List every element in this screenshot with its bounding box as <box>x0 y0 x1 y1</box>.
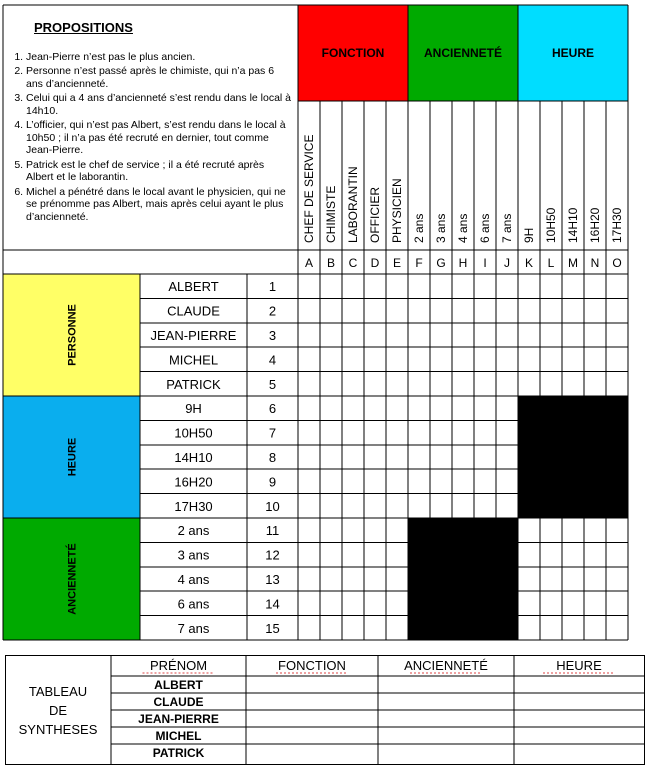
summary-name: CLAUDE <box>153 695 204 709</box>
row-number: 7 <box>268 425 277 441</box>
column-letter-n: N <box>590 256 600 270</box>
column-letter-j: J <box>504 256 510 270</box>
row-label: 16H20 <box>174 474 213 490</box>
proposition-6: 6. Michel a pénétré dans le local avant le physicien, qui ne se prénomme pas Albert, mais après celui ayant le plus d’ancienneté. <box>26 186 292 224</box>
row-number: 13 <box>265 572 280 587</box>
header-fonction: FONCTION <box>321 46 385 60</box>
column-letter-l: L <box>547 256 555 270</box>
row-label: PATRICK <box>166 376 221 392</box>
row-number: 5 <box>268 376 277 392</box>
propositions-title: PROPOSITIONS <box>34 20 133 35</box>
proposition-5: 5. Patrick est le chef de service ; il a été recruté après Albert et le laborantin. <box>26 159 292 184</box>
summary-header-1: FONCTION <box>278 658 346 673</box>
row-label: CLAUDE <box>167 303 220 319</box>
row-label: 7 ans <box>177 620 210 636</box>
row-number: 6 <box>268 401 277 417</box>
row-number: 9 <box>268 474 277 490</box>
column-letter-h: H <box>458 256 468 270</box>
row-label: 14H10 <box>174 450 213 465</box>
column-label-a: CHEF DE SERVICE <box>302 134 316 243</box>
row-label: ALBERT <box>168 279 219 295</box>
group-heure-label: HEURE <box>66 437 79 477</box>
row-label: 9H <box>185 401 202 417</box>
row-number: 1 <box>268 279 277 295</box>
column-letter-f: F <box>415 256 423 270</box>
proposition-2: 2. Personne n’est passé après le chimiste, qui n’a pas 6 ans d’ancienneté. <box>26 65 292 90</box>
column-label-d: OFFICIER <box>368 187 382 243</box>
row-label: 17H30 <box>174 498 213 514</box>
propositions-list <box>6 51 292 224</box>
row-number: 2 <box>268 303 277 319</box>
row-number: 3 <box>268 328 277 343</box>
column-label-b: CHIMISTE <box>324 185 338 243</box>
summary-title-line: SYNTHESES <box>18 722 98 737</box>
row-number: 8 <box>268 450 277 465</box>
column-label-k: 9H <box>522 227 536 243</box>
column-letter-m: M <box>568 256 578 270</box>
summary-header-2: ANCIENNETÉ <box>404 658 488 673</box>
header-heure: HEURE <box>551 46 595 60</box>
group-anciennete-label: ANCIENNETÉ <box>66 543 79 615</box>
column-label-h: 4 ans <box>456 213 470 243</box>
row-number: 4 <box>268 352 277 368</box>
column-letter-c: C <box>348 256 358 270</box>
column-label-o: 17H30 <box>610 207 624 243</box>
group-personne-label: PERSONNE <box>66 304 79 366</box>
column-letter-a: A <box>304 256 314 270</box>
row-number: 14 <box>265 596 280 612</box>
propositions-panel <box>6 22 292 225</box>
column-letter-o: O <box>612 256 622 270</box>
summary-name: MICHEL <box>155 729 202 743</box>
column-label-l: 10H50 <box>544 207 558 243</box>
row-number: 10 <box>265 498 280 514</box>
column-label-g: 3 ans <box>434 213 448 243</box>
blocked-heure-heure <box>518 396 628 518</box>
summary-table <box>5 655 645 765</box>
row-label: JEAN-PIERRE <box>150 328 237 343</box>
column-letter-k: K <box>524 256 534 270</box>
column-label-m: 14H10 <box>566 207 580 243</box>
row-label: 2 ans <box>177 523 210 539</box>
column-letter-g: G <box>436 256 446 270</box>
proposition-4: 4. L’officier, qui n’est pas Albert, s’est rendu dans le local à 10h50 ; il n’a pas été recruté en dernier, tout comme Jean-Pierre. <box>26 119 292 157</box>
row-number: 15 <box>265 620 280 636</box>
summary-name: ALBERT <box>154 678 203 692</box>
row-number: 12 <box>265 547 280 563</box>
row-number: 11 <box>265 523 280 539</box>
column-letter-i: I <box>483 256 487 270</box>
proposition-1: 1. Jean-Pierre n’est pas le plus ancien. <box>26 51 292 64</box>
column-label-i: 6 ans <box>478 213 492 243</box>
column-letter-b: B <box>326 256 336 270</box>
summary-header-3: HEURE <box>556 658 602 673</box>
column-label-n: 16H20 <box>588 207 602 243</box>
column-label-e: PHYSICIEN <box>390 178 404 243</box>
column-letter-d: D <box>370 256 380 270</box>
row-label: 6 ans <box>177 596 210 612</box>
column-label-c: LABORANTIN <box>346 166 360 243</box>
row-label: 4 ans <box>177 572 210 587</box>
summary-title-line: TABLEAU <box>28 684 88 699</box>
row-label: MICHEL <box>168 352 219 368</box>
summary-grid <box>6 656 644 764</box>
summary-title-line: DE <box>48 703 68 718</box>
column-label-j: 7 ans <box>500 213 514 243</box>
summary-name: PATRICK <box>152 746 205 760</box>
header-anciennete: ANCIENNETÉ <box>423 46 503 60</box>
proposition-3: 3. Celui qui a 4 ans d’ancienneté s’est rendu dans le local à 14h10. <box>26 92 292 117</box>
summary-header-0: PRÉNOM <box>149 658 208 673</box>
column-label-f: 2 ans <box>412 213 426 243</box>
column-letter-e: E <box>392 256 402 270</box>
summary-name: JEAN-PIERRE <box>138 712 219 726</box>
row-label: 3 ans <box>177 547 210 563</box>
blocked-anciennete-anciennete <box>408 518 518 640</box>
row-label: 10H50 <box>174 425 213 441</box>
